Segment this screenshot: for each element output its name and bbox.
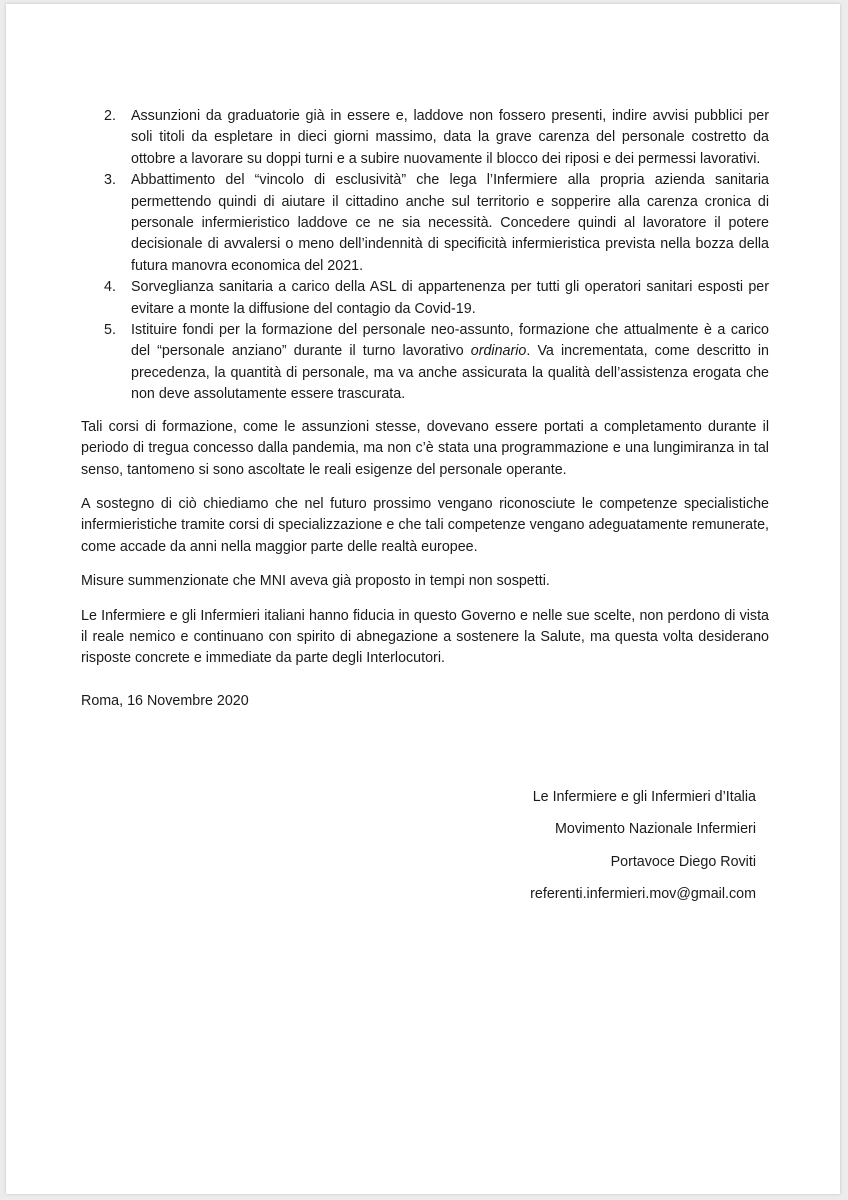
- list-item: [81, 170, 769, 277]
- body-paragraph-closing: Le Infermiere e gli Infermieri italiani hanno fiducia in questo Governo e nelle sue scelte, non perdono di vista il reale nemico e continuano con spirito di abnegazione a sostenere la Salute, ma questa volta desiderano risposte concrete e immediate da parte degli Interlocutori.: [81, 607, 769, 667]
- list-item-text-start: Istituire fondi per la formazione del personale neo-assunto, formazione che attualmente è a carico del “personale anziano” durante il turno lavorativo: [131, 322, 769, 360]
- body-paragraph-mni: Misure summenzionate che MNI aveva già proposto in tempi non sospetti.: [81, 573, 550, 590]
- signature-email: referenti.infermieri.mov@gmail.com: [530, 886, 756, 903]
- list-item-text-italic: ordinario: [470, 343, 527, 360]
- body-paragraph-specialization: A sostegno di ciò chiediamo che nel futuro prossimo vengano riconosciute le competenze specialistiche infermieristiche tramite corsi di specializzazione e che tali competenze vengano adeguatamente remunerate, come accade da anni nella maggior parte delle realtà europee.: [81, 495, 769, 555]
- demands-list: [81, 106, 769, 406]
- list-item-text: Assunzioni da graduatorie già in essere e, laddove non fossero presenti, indire avvisi pubblici per soli titoli da espletare in dieci giorni massimo, data la grave carenza del personale costretto da ottobre a lavorare su doppi turni e a subire nuovamente il blocco dei riposi e dei permessi lavorativi.: [131, 108, 769, 167]
- date-place-line: Roma, 16 Novembre 2020: [81, 693, 249, 709]
- document-body: [81, 106, 769, 670]
- list-item-number: 5.: [104, 322, 116, 339]
- signature-block: [530, 787, 756, 917]
- list-item-text: Sorveglianza sanitaria a carico della ASL di appartenenza per tutti gli operatori sanitari esposti per evitare a monte la diffusione del contagio da Covid-19.: [131, 279, 769, 317]
- list-item: [81, 106, 769, 170]
- list-item-number: 4.: [104, 279, 116, 296]
- signature-spokesperson: Portavoce Diego Roviti: [610, 853, 756, 870]
- list-item-number: 2.: [104, 108, 116, 124]
- list-item-number: 3.: [104, 172, 116, 189]
- list-item-text-end: . Va incrementata, come descritto in precedenza, la quantità di personale, ma va anche assicurata la qualità dell’assistenza erogata che non deve assolutamente essere trascurata.: [131, 343, 769, 403]
- list-item-text: Abbattimento del “vincolo di esclusività” che lega l’Infermiere alla propria azienda sanitaria permettendo quindi di aiutare il cittadino anche sul territorio e sopperire alla carenza cronica di personale infermieristico laddove ce ne sia necessità. Concedere quindi al lavoratore il potere decisionale di avvalersi o meno dell’indennità di specificità infermieristica prevista nella bozza della futura manovra economica del 2021.: [131, 172, 769, 274]
- signature-group-name: Le Infermiere e gli Infermieri d’Italia: [532, 789, 756, 805]
- list-item: [81, 277, 769, 320]
- body-paragraph-training: Tali corsi di formazione, come le assunzioni stesse, dovevano essere portati a completamento durante il periodo di tregua concesso dalla pandemia, ma non c’è stata una programmazione e una lungimiranza in tal senso, tantomeno si sono ascoltate le reali esigenze del personale operante.: [81, 418, 769, 478]
- list-item: [81, 320, 769, 406]
- signature-organization: Movimento Nazionale Infermieri: [554, 821, 756, 838]
- document-page: [6, 4, 840, 1194]
